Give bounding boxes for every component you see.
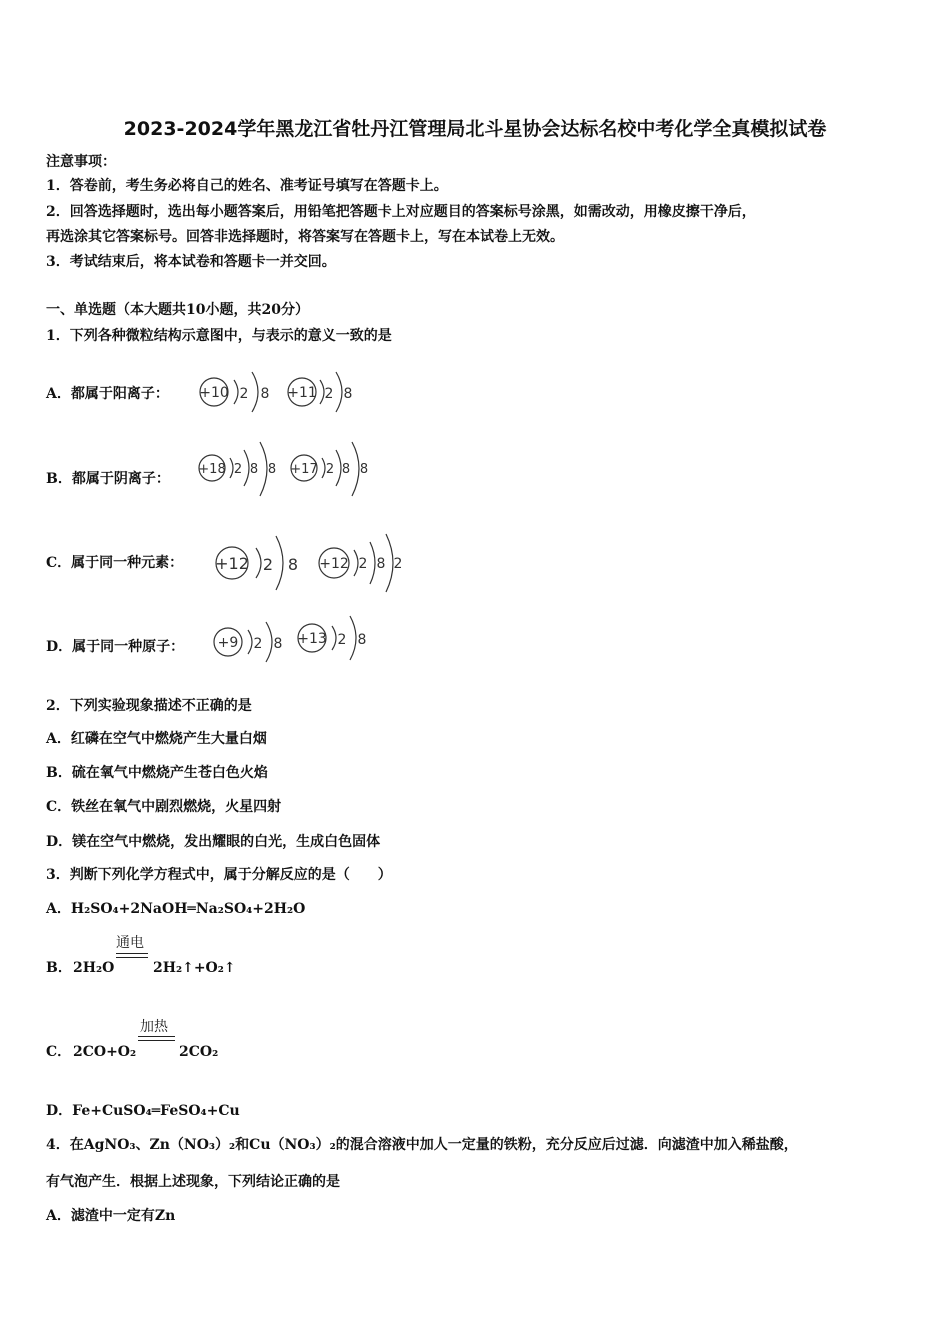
q2-option: A．红磷在空气中燃烧产生大量白烟 (46, 731, 267, 747)
electron-shell (336, 372, 342, 412)
electron-shell (252, 372, 258, 412)
atom-diagram (319, 534, 402, 592)
shell-electrons: 8 (260, 386, 270, 402)
question-4-stem-line1: 4．在AgNO₃、Zn（NO₃）₂和Cu（NO₃）₂的混合溶液中加人一定量的铁粉，充分反应后过滤．向滤渣中加入稀盐酸， (46, 1137, 798, 1153)
q2-option: C．铁丝在氧气中剧烈燃烧，火星四射 (46, 799, 282, 815)
q1-option-a-label: A．都属于阳离子： (46, 386, 169, 402)
equals-sign (116, 953, 148, 958)
shell-electrons: 2 (253, 636, 263, 652)
electron-shell (352, 442, 359, 496)
electron-shell (370, 542, 375, 584)
atom-diagram (287, 372, 352, 412)
electron-shell (322, 458, 325, 478)
electron-shell (260, 442, 267, 496)
shell-electrons: 2 (337, 632, 347, 648)
shell-electrons: 2 (325, 462, 335, 477)
nucleus-charge: +9 (217, 635, 239, 651)
q1-option-d-diagram (208, 612, 378, 672)
question-4-stem-line2: 有气泡产生．根据上述现象，下列结论正确的是 (46, 1174, 340, 1190)
shell-electrons: 8 (341, 462, 351, 477)
atom-diagram (198, 442, 276, 496)
shell-electrons: 8 (357, 632, 367, 648)
q1-option-b-label: B．都属于阴离子： (46, 471, 170, 487)
notice-item: 2．回答选择题时，选出每小题答案后，用铅笔把答题卡上对应题目的答案标号涂黑，如需改动，用橡皮擦干净后， (46, 204, 756, 220)
electron-shell (248, 630, 252, 654)
shell-electrons: 8 (343, 386, 353, 402)
electron-shell (266, 622, 272, 662)
shell-electrons: 8 (376, 556, 386, 572)
q1-option-a-diagram (190, 362, 370, 422)
section-heading: 一、单选题（本大题共10小题，共20分） (46, 302, 309, 318)
q3-option-b-reactants: 2H₂O (73, 960, 115, 976)
shell-electrons: 8 (249, 462, 259, 477)
q3-option-c-products: 2CO₂ (179, 1044, 219, 1060)
q2-option: B．硫在氧气中燃烧产生苍白色火焰 (46, 765, 268, 781)
electron-shell (230, 458, 233, 478)
q3-option-d: D．Fe+CuSO₄═FeSO₄+Cu (46, 1103, 240, 1119)
q1-option-b-diagram (192, 440, 382, 504)
q2-option: D．镁在空气中燃烧，发出耀眼的白光，生成白色固体 (46, 834, 381, 850)
electron-shell (332, 626, 336, 650)
shell-electrons: 8 (359, 462, 369, 477)
shell-electrons: 2 (358, 556, 368, 572)
electron-shell (350, 616, 356, 660)
q3-option-c-label: C． (46, 1044, 72, 1060)
q3-option-b-products: 2H₂↑+O₂↑ (153, 960, 236, 976)
electron-shell (336, 450, 341, 486)
shell-electrons: 2 (262, 555, 274, 574)
notice-item: 1．答卷前，考生务必将自己的姓名、准考证号填写在答题卡上。 (46, 178, 448, 194)
nucleus-charge: +17 (290, 462, 318, 477)
question-3-stem: 3．判断下列化学方程式中，属于分解反应的是（ ） (46, 867, 392, 883)
notice-item: 3．考试结束后，将本试卷和答题卡一并交回。 (46, 254, 336, 270)
shell-electrons: 2 (239, 386, 249, 402)
nucleus-charge: +18 (198, 462, 226, 477)
shell-electrons: 8 (273, 636, 283, 652)
q4-option: A．滤渣中一定有Zn (46, 1208, 176, 1224)
electron-shell (320, 380, 324, 404)
nucleus-charge: +13 (297, 631, 327, 647)
shell-electrons: 8 (267, 462, 277, 477)
shell-electrons: 2 (393, 556, 403, 572)
nucleus-charge: +11 (287, 385, 317, 401)
question-2-stem: 2．下列实验现象描述不正确的是 (46, 698, 252, 714)
shell-electrons: 2 (324, 386, 334, 402)
nucleus-charge: +12 (319, 556, 349, 572)
electron-shell (354, 550, 358, 576)
q1-option-c-diagram (210, 530, 410, 596)
electron-shell (256, 548, 261, 578)
q3-option-c-condition: 加热 (140, 1019, 168, 1035)
shell-electrons: 8 (287, 555, 299, 574)
nucleus-charge: +12 (215, 554, 249, 573)
q1-option-d-label: D．属于同一种原子： (46, 639, 185, 655)
question-1-stem: 1．下列各种微粒结构示意图中，与表示的意义一致的是 (46, 328, 392, 344)
nucleus-charge: +10 (199, 385, 229, 401)
electron-shell (386, 534, 393, 592)
atom-diagram (199, 372, 269, 412)
shell-electrons: 2 (233, 462, 243, 477)
atom-diagram (290, 442, 368, 496)
page-title: 2023-2024学年黑龙江省牡丹江管理局北斗星协会达标名校中考化学全真模拟试卷 (123, 118, 827, 140)
notice-item: 再选涂其它答案标号。回答非选择题时，将答案写在答题卡上，写在本试卷上无效。 (46, 229, 564, 245)
q3-option-a: A．H₂SO₄+2NaOH═Na₂SO₄+2H₂O (46, 901, 306, 917)
electron-shell (234, 380, 238, 404)
electron-shell (276, 536, 283, 590)
q3-option-b-condition: 通电 (116, 935, 144, 951)
electron-shell (244, 450, 249, 486)
atom-diagram (297, 616, 366, 660)
atom-diagram (215, 536, 298, 590)
q3-option-b-label: B． (46, 960, 72, 976)
atom-diagram (214, 622, 282, 662)
equals-sign (138, 1036, 175, 1041)
q3-option-c-reactants: 2CO+O₂ (73, 1044, 137, 1060)
notice-heading: 注意事项： (46, 154, 116, 170)
q1-option-c-label: C．属于同一种元素： (46, 555, 184, 571)
